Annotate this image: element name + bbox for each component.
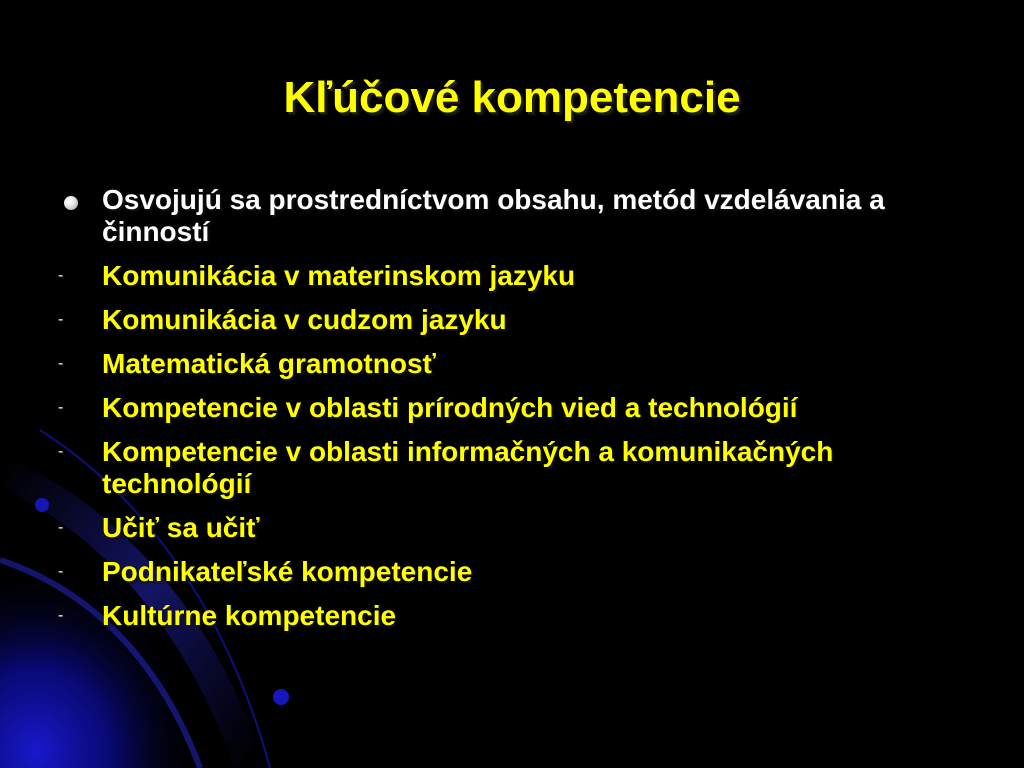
list-item xyxy=(58,260,988,292)
list-item-text: Podnikateľské kompetencie xyxy=(102,556,473,587)
dash-marker: - xyxy=(58,355,64,372)
list-item-text: Kompetencie v oblasti prírodných vied a technológií xyxy=(102,392,798,423)
list-item-text: Komunikácia v materinskom jazyku xyxy=(102,260,576,291)
list-item xyxy=(58,600,988,632)
list-item xyxy=(58,348,988,380)
list-item-text: Osvojujú sa prostredníctvom obsahu, metód vzdelávania a činností xyxy=(102,184,885,247)
list-item xyxy=(58,556,988,588)
dash-marker: - xyxy=(58,311,64,328)
dash-marker: - xyxy=(58,443,64,460)
dash-marker: - xyxy=(58,267,64,284)
bullet-list xyxy=(58,184,988,644)
list-item xyxy=(58,304,988,336)
list-item-text: Kompetencie v oblasti informačných a komunikačných technológií xyxy=(102,436,834,499)
dash-marker: - xyxy=(58,607,64,624)
list-item xyxy=(58,392,988,424)
list-item xyxy=(58,436,988,500)
dash-marker: - xyxy=(58,519,64,536)
list-item-text: Učiť sa učiť xyxy=(102,512,260,543)
list-item-text: Matematická gramotnosť xyxy=(102,348,436,379)
slide-title: Kľúčové kompetencie xyxy=(283,73,741,122)
list-item-text: Kultúrne kompetencie xyxy=(102,600,397,631)
dash-marker: - xyxy=(58,563,64,580)
list-item-text: Komunikácia v cudzom jazyku xyxy=(102,304,507,335)
blue-dot-decoration xyxy=(273,689,289,705)
list-item xyxy=(58,512,988,544)
dash-marker: - xyxy=(58,399,64,416)
list-item xyxy=(58,184,988,248)
blue-dot-decoration xyxy=(35,498,49,512)
